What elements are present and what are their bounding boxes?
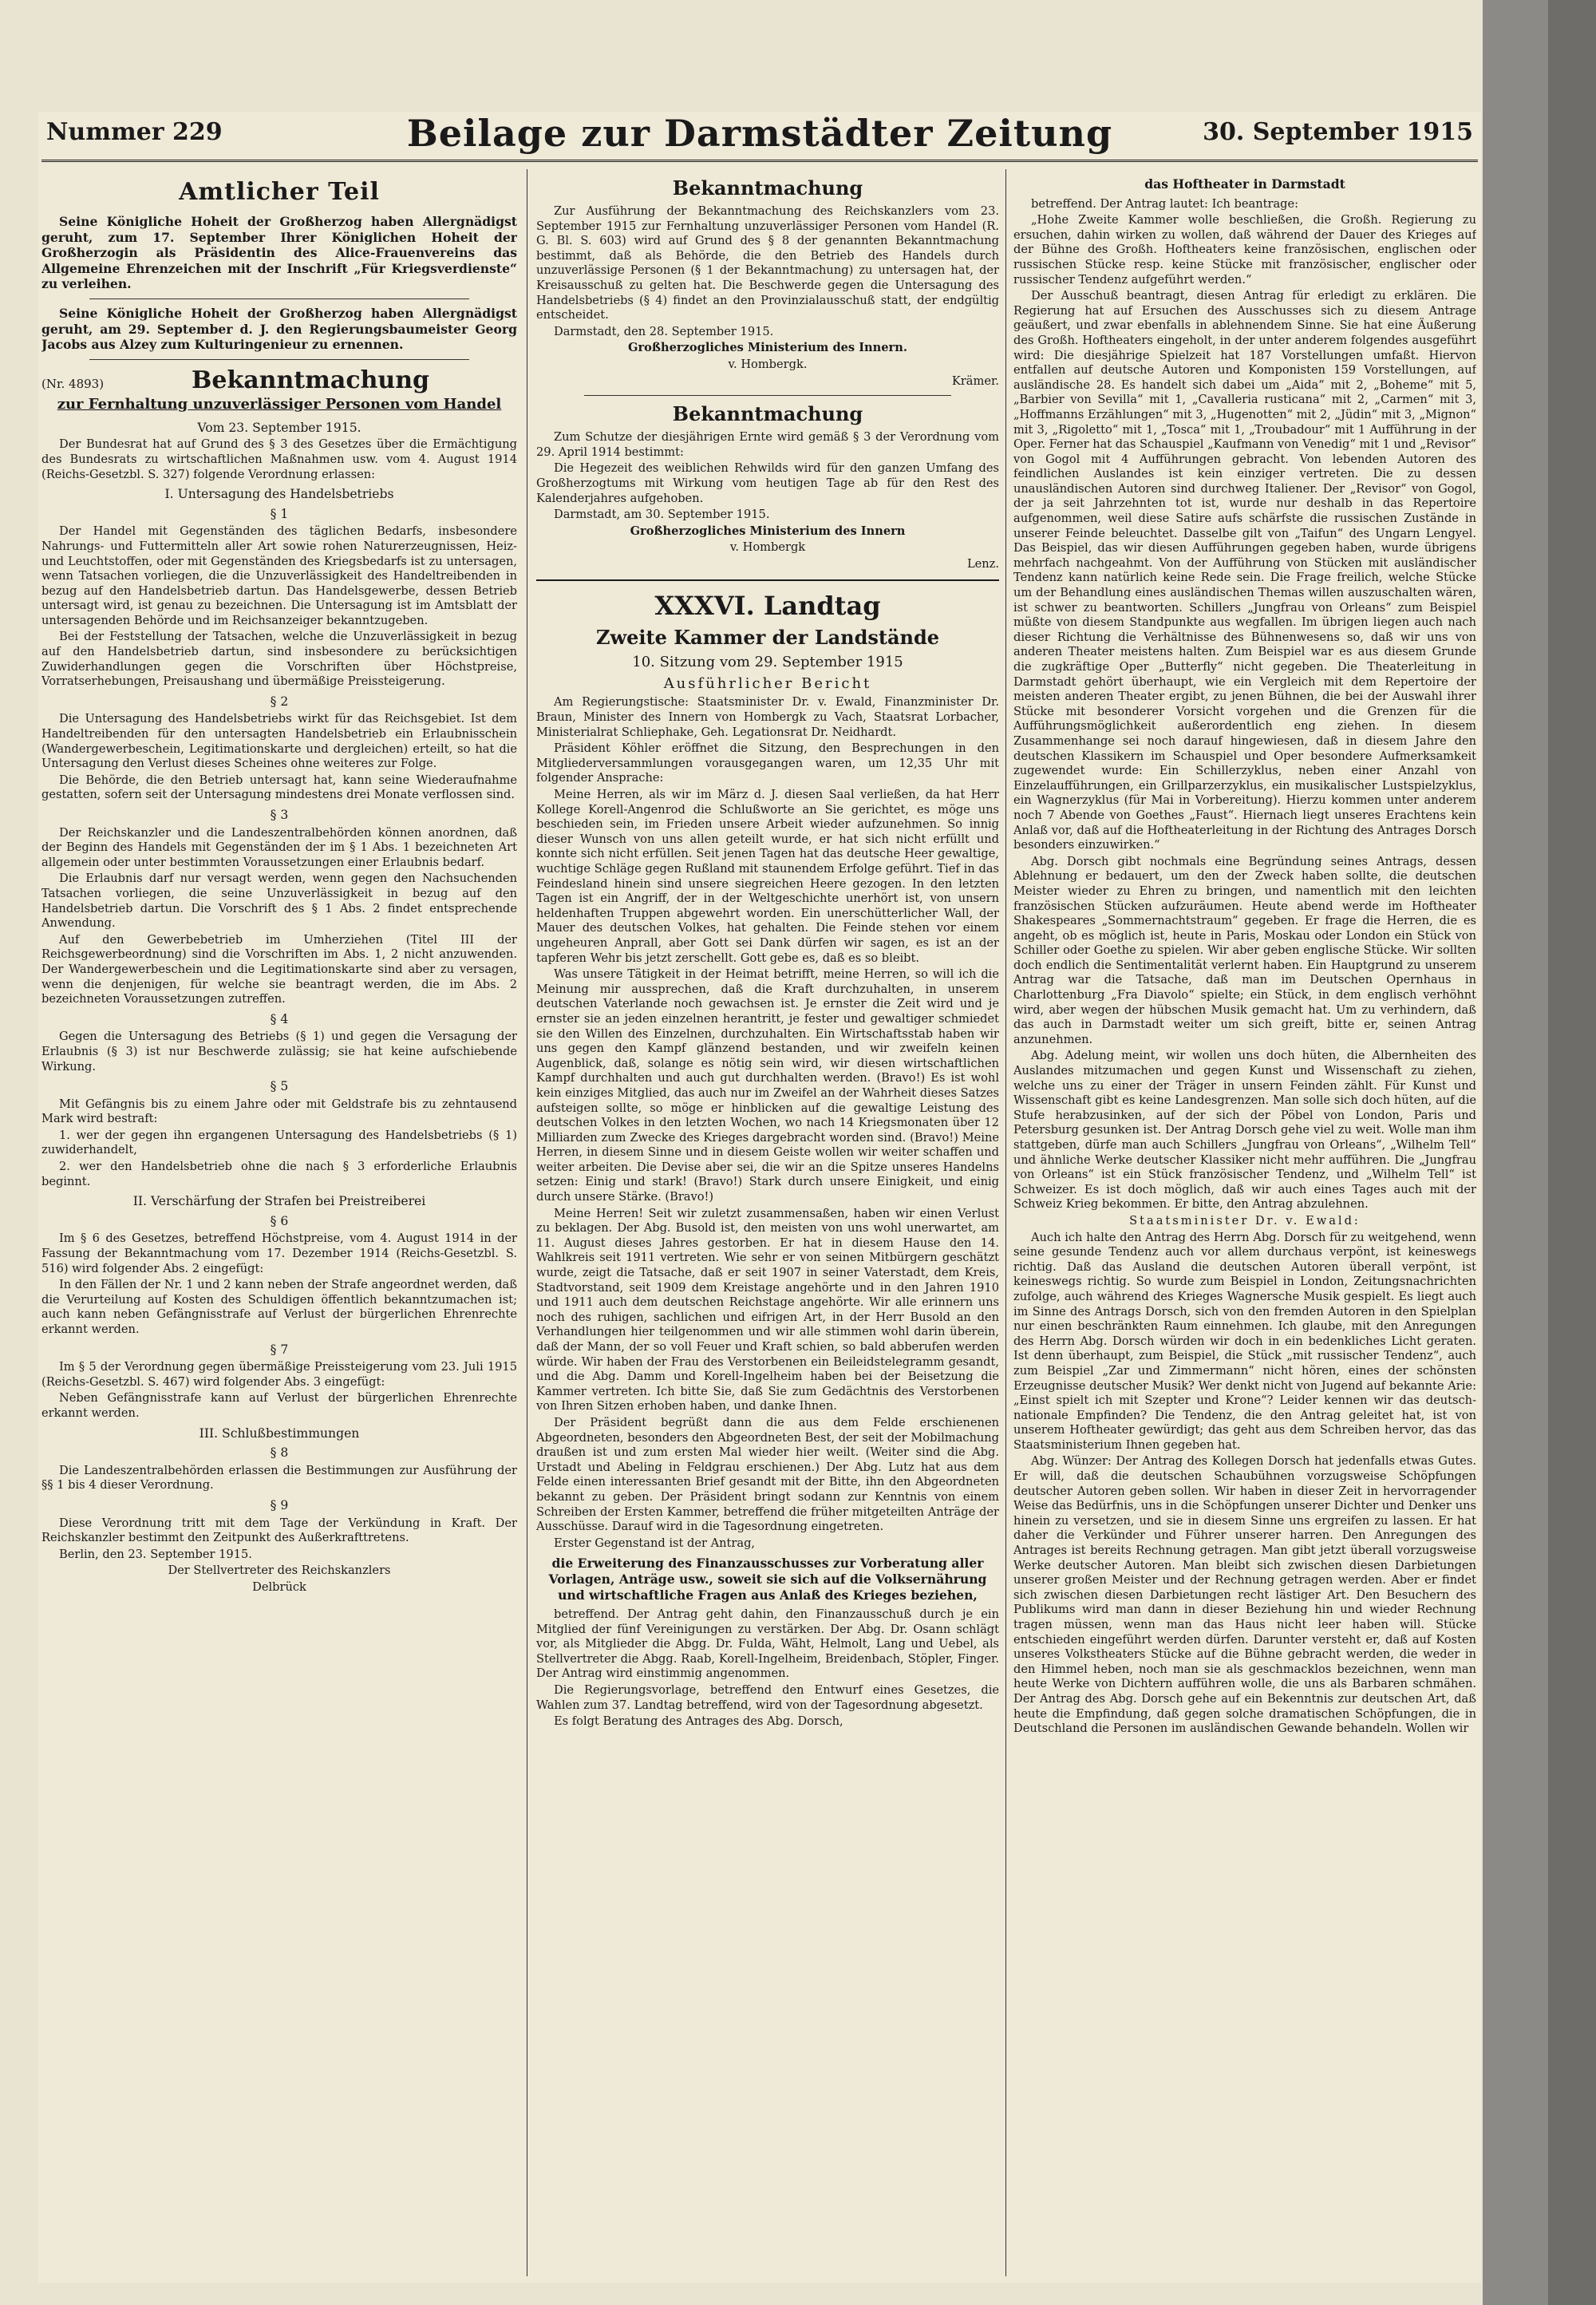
paragraph: „Hohe Zweite Kammer wolle beschließen, die Großh. Regierung zu ersuchen, dahin wirken zu wollen, daß während der Dauer des Krieges auf der Bühne des Großh. Hoftheaters keine französischen, englischen oder russischen Stücke resp. keine Stücke mit französischer, englischer oder russischer Tendenz aufgeführt werden.“ [1013, 213, 1476, 287]
announcement-paragraph: Seine Königliche Hoheit der Großherzog haben Allergnädigst geruht, am 29. September d. J. den Regierungsbaumeister Georg Jacobs aus Alzey zum Kulturingenieur zu ernennen. [41, 305, 517, 353]
column-left [41, 172, 517, 2271]
list-item: 2. wer den Handelsbetrieb ohne die nach § 3 erforderliche Erlaubnis beginnt. [41, 1160, 517, 1188]
paragraph-number: § 8 [270, 1445, 289, 1461]
section-heading: Amtlicher Teil [179, 178, 380, 206]
landtag-title: XXXVI. Landtag [654, 591, 881, 622]
column-right [1013, 172, 1476, 2271]
issue-number: Nummer 229 [46, 118, 223, 146]
paragraph: Abg. Adelung meint, wir wollen uns doch hüten, die Albernheiten des Auslandes mitzumachen und gegen Kunst und Wissenschaft zu ziehen, welche uns zu einer der Träger in unsern Feinden zählt. Für Kunst und Wissenschaft gibt es keine Landesgrenzen. Man solle sich doch hüten, auf die Stufe herabzusinken, auf der sich der Pöbel von London, Paris und Petersburg gesunken ist. Der Antrag Dorsch gehe viel zu weit. Wolle man ihm stattgeben, dürfe man auch Schillers „Jungfrau von Orleans“, „Wilhelm Tell“ und ähnliche Werke deutscher Klassiker nicht mehr aufführen. Die „Jungfrau von Orleans“ ist ein Stück französischer Tendenz, und „Wilhelm Tell“ ist Schweizer. Es ist doch möglich, daß wir auch eines Tages auch mit der Schweiz Krieg bekommen. Er bitte, den Antrag abzulehnen. [1013, 1049, 1476, 1212]
session-line: 10. Sitzung vom 29. September 1915 [632, 654, 903, 671]
paragraph: Die Hegezeit des weiblichen Rehwilds wird für den ganzen Umfang des Großherzogtums mit Wirkung vom heutigen Tage ab für den Rest des Kalenderjahres aufgehoben. [536, 461, 999, 505]
notice-body [536, 430, 999, 571]
paragraph: betreffend. Der Antrag lautet: Ich beantrage: [1031, 196, 1299, 211]
paragraph: Am Regierungstische: Staatsminister Dr. v. Ewald, Finanzminister Dr. Braun, Minister des Innern von Hombergk zu Vach, Staatsrat Lorbacher, Ministerialrat Schliephake, Geh. Legationsrat Dr. Neidhardt. [536, 695, 999, 739]
paragraph: Zum Schutze der diesjährigen Ernte wird gemäß § 3 der Verordnung vom 29. April 1914 bestimmt: [536, 430, 999, 459]
paragraph: Die Untersagung des Handelsbetriebs wirkt für das Reichsgebiet. Ist dem Handeltreibenden für den untersagten Handelsbetrieb ein Erlaubnisschein (Wandergewerbeschein, Legitimationskarte und dergleichen) erteilt, so hat die Untersagung den Verlust dieses Scheines ohne weiteres zur Folge. [41, 712, 517, 771]
paragraph-number: § 9 [270, 1497, 289, 1512]
paragraph: Die Landeszentralbehörden erlassen die Bestimmungen zur Ausführung der §§ 1 bis 4 dieser Verordnung. [41, 1463, 517, 1493]
notice-title: Bekanntmachung [672, 176, 863, 200]
paragraph: Es folgt Beratung des Antrages des Abg. Dorsch, [554, 1714, 843, 1729]
paragraph: Gegen die Untersagung des Betriebs (§ 1) und gegen die Versagung der Erlaubnis (§ 3) ist nur Beschwerde zulässig; sie hat keine aufschiebende Wirkung. [41, 1030, 517, 1073]
paragraph: Die Erlaubnis darf nur versagt werden, wenn gegen den Nachsuchenden Tatsachen vorliegen, die seine Unzuverlässigkeit in bezug auf den Handelsbetrieb dartun. Die Vorschrift des § 1 Abs. 2 findet entsprechende Anwendung. [41, 872, 517, 931]
paragraph-number: § 7 [270, 1342, 289, 1357]
speaker-heading: Staatsminister Dr. v. Ewald: [1129, 1213, 1361, 1228]
notice-header [41, 366, 517, 394]
signatory-title: Der Stellvertreter des Reichskanzlers [168, 1564, 391, 1578]
landtag-subtitle: Zweite Kammer der Landstände [595, 626, 940, 650]
paragraph: Neben Gefängnisstrafe kann auf Verlust der bürgerlichen Ehrenrechte erkannt werden. [41, 1391, 517, 1420]
paragraph-number: § 3 [270, 808, 289, 822]
motion-title: die Erweiterung des Finanzausschusses zur Vorberatung aller Vorlagen, Anträge usw., soweit sie sich auf die Volksernährung und wirtschaftliche Fragen aus Anlaß des Krieges beziehen, [548, 1556, 987, 1603]
announcement-paragraph: Seine Königliche Hoheit der Großherzog haben Allergnädigst geruht, zum 17. September Ihrer Königlichen Hoheit der Großherzogin als Präsidentin des Alice-Frauenvereins das Allgemeine Ehrenzeichen mit der Inschrift „Für Kriegsverdienste“ zu verleihen. [41, 214, 517, 292]
paragraph-number: § 2 [270, 694, 289, 709]
divider [536, 579, 999, 581]
signatory-name: v. Hombergk [729, 540, 806, 555]
signatory-name: v. Hombergk. [728, 357, 808, 371]
paragraph-number: § 6 [270, 1213, 289, 1228]
paragraph: Der Reichskanzler und die Landeszentralbehörden können anordnen, daß der Beginn des Handels mit Gegenständen der im § 1 Abs. 1 bezeichneten Art allgemein oder unter bestimmten Voraussetzungen einer Erlaubnis bedarf. [41, 825, 517, 869]
paragraph: Im § 5 der Verordnung gegen übermäßige Preissteigerung vom 23. Juli 1915 (Reichs-Gesetzbl. S. 467) wird folgender Abs. 3 eingefügt: [41, 1360, 517, 1389]
section-title: I. Untersagung des Handelsbetriebs [164, 487, 394, 502]
paragraph: betreffend. Der Antrag geht dahin, den Finanzausschuß durch je ein Mitglied der fünf Vereinigungen zu verstärken. Der Abg. Dr. Osann schlägt vor, als Mitglieder die Abgg. Dr. Fulda, Wäht, Helmolt, Lang und Uebel, als Stellvertreter die Abgg. Raab, Korell-Ingelheim, Breidenbach, Stöpler, Finger. Der Antrag wird einstimmig angenommen. [536, 1607, 999, 1681]
paragraph: Der Bundesrat hat auf Grund des § 3 des Gesetzes über die Ermächtigung des Bundesrats zu wirtschaftlichen Maßnahmen usw. vom 4. August 1914 (Reichs-Gesetzbl. S. 327) folgende Verordnung erlassen: [41, 437, 517, 481]
column-middle [536, 172, 999, 2271]
paragraph: Abg. Dorsch gibt nochmals eine Begründung seines Antrags, dessen Ablehnung er bedauert, um den der Zweck haben sollte, die deutschen Meister wieder zu Ehren zu bringen, und namentlich mit den leichten französischen Stücken aufzuräumen. Heute abend werde im Hoftheater Shakespeares „Sommernachtstraum“ gegeben. Er frage die Herren, die es angeht, ob es möglich ist, heute in Paris, Moskau oder London ein Stück von Schiller oder Goethe zu spielen. Wir aber geben englische Stücke. Wir sollten doch endlich die Sentimentalität verlernt haben. Ein Hauptgrund zu unserem Antrag war die Tatsache, daß man im Deutschen Opernhaus in Charlottenburg „Fra Diavolo“ spielte; ein Stück, in dem englisch verhöhnt wird, aber wegen der hübschen Musik gemacht hat. Um zu verhindern, daß das auch in Darmstadt weiter um sich greift, bitte er, seinen Antrag anzunehmen. [1013, 854, 1476, 1046]
regulation-body [41, 437, 517, 1595]
paragraph: Die Regierungsvorlage, betreffend den Entwurf eines Gesetzes, die Wahlen zum 37. Landtag betreffend, wird von der Tagesordnung abgesetzt. [536, 1683, 999, 1712]
newspaper-title: Beilage zur Darmstädter Zeitung [406, 112, 1113, 155]
paragraph: In den Fällen der Nr. 1 und 2 kann neben der Strafe angeordnet werden, daß die Verurteilung auf Kosten des Schuldigen öffentlich bekanntzumachen ist; auch kann neben Gefängnisstrafe auf Verlust der bürgerlichen Ehrenrechte erkannt werden. [41, 1278, 517, 1336]
ministry-name: Großherzogliches Ministerium des Innern [630, 524, 906, 538]
section-title: II. Verschärfung der Strafen bei Preistreiberei [132, 1194, 426, 1209]
ministry-name: Großherzogliches Ministerium des Innern. [628, 341, 907, 355]
notice-title: Bekanntmachung [672, 402, 863, 426]
list-item: 1. wer der gegen ihn ergangenen Untersagung des Handelsbetriebs (§ 1) zuwiderhandelt, [41, 1128, 517, 1157]
motion-title: das Hoftheater in Darmstadt [1144, 176, 1345, 192]
divider [584, 395, 951, 396]
paragraph: Präsident Köhler eröffnet die Sitzung, den Besprechungen in den Mitgliederversammlungen vorausgegangen waren, um 12,35 Uhr mit folgender Ansprache: [536, 741, 999, 785]
paragraph: Zur Ausführung der Bekanntmachung des Reichskanzlers vom 23. September 1915 zur Fernhaltung unzuverlässiger Personen vom Handel (R. G. Bl. S. 603) wird auf Grund des § 8 der genannten Bekanntmachung bestimmt, daß als Behörde, die den Betrieb des Handels durch unzuverlässige Personen (§ 1 der Bekanntmachung) zu untersagen hat, der Kreisausschuß zu gelten hat. Die Beschwerde gegen die Untersagung des Handelsbetriebs (§ 4) findet an den Provinzialausschuß statt, der endgültig entscheidet. [536, 204, 999, 322]
paragraph: Bei der Feststellung der Tatsachen, welche die Unzuverlässigkeit in bezug auf den Handelsbetrieb dartun, sind insbesondere zu berücksichtigen Zuwiderhandlungen gegen die Vorschriften über Höchstpreise, Vorratserhebungen, Preisaushang und übermäßige Preissteigerung. [41, 630, 517, 689]
notice-subtitle: zur Fernhaltung unzuverlässiger Personen vom Handel [57, 395, 502, 413]
paragraph: Abg. Wünzer: Der Antrag des Kollegen Dorsch hat jedenfalls etwas Gutes. Er will, daß die deutschen Schaubühnen vorzugsweise Schöpfungen deutscher Autoren geben sollen. Wir haben in dieser Zeit in hervorragender Weise das Bedürfnis, uns in die Schöpfungen unserer Dichter und Denker uns hinein zu versetzen, und sie in diesem Sinne uns ergreifen zu lassen. Er hat daher die Verkünder und Führer unserer harren. Den Anregungen des Antrages ist bereits Rechnung getragen. Man gibt jetzt überall vorzugsweise Werke deutscher Autoren. Man bleibt sich zwischen diesen Darbietungen unserer großen Meister und der Rechnung getragen werden. Aber er findet sich zwischen diesen Darbietungen recht lästiger Art. Den Besuchern des Publikums wird man dann in dieser Beziehung hin und wieder Rechnung tragen müssen, wenn man das Haus nicht leer haben will. Stücke entschieden eingeführt werden dürfen. Darunter versteht er, daß auf Kosten unseres Volkstheaters Stücke auf die Bühne gebracht werden, die weder in den Himmel heben, noch man sie als geschmacklos bezeichnen, wenn man heute Werke von Dichtern aufführen wolle, die uns als Barbaren schmähen. Der Antrag des Abg. Dorsch gehe auf ein Bekenntnis zur deutschen Art, daß heute die Empfindung, daß gegen solche dramatischen Schöpfungen, die in Deutschland die Personen im ausländischen Gewande behandeln. Wollen wir [1013, 1454, 1476, 1736]
column-rule [1005, 169, 1006, 2276]
issue-date: 30. September 1915 [1203, 118, 1473, 146]
notice-body [536, 204, 999, 389]
paragraph-number: § 1 [270, 506, 289, 521]
signatory-name: Lenz. [966, 556, 999, 571]
paragraph: Der Handel mit Gegenständen des täglichen Bedarfs, insbesondere Nahrungs- und Futtermitteln aller Art sowie rohen Naturerzeugnissen, Heiz- und Leuchtstoffen, oder mit Gegenständen des Kriegsbedarfs ist zu untersagen, wenn Tatsachen vorliegen, die die Unzuverlässigkeit des Handeltreibenden in bezug auf den Handelsbetrieb dartun. Das Handelsgewerbe, dessen Betrieb untersagt wird, ist genau zu bezeichnen. Die Untersagung ist im Amtsblatt der untersagenden Behörde und im Reichsanzeiger bekanntzugeben. [41, 524, 517, 627]
paragraph: Erster Gegenstand ist der Antrag, [554, 1536, 756, 1550]
report-label: Ausführlicher Bericht [663, 675, 872, 693]
paragraph: Im § 6 des Gesetzes, betreffend Höchstpreise, vom 4. August 1914 in der Fassung der Bekanntmachung vom 17. Dezember 1914 (Reichs-Gesetzbl. S. 516) wird folgender Abs. 2 eingefügt: [41, 1232, 517, 1275]
masthead [41, 112, 1478, 162]
paragraph: Mit Gefängnis bis zu einem Jahre oder mit Geldstrafe bis zu zehntausend Mark wird bestraft: [41, 1097, 517, 1126]
paragraph: Der Präsident begrüßt dann die aus dem Felde erschienenen Abgeordneten, besonders den Abgeordneten Best, der seit der Mobilmachung draußen ist und zum ersten Mal wieder hier weilt. (Weiter sind die Abg. Urstadt und Abeling in Feldgrau erschienen.) Der Abg. Lutz hat aus dem Felde einen interessanten Brief gesandt mit der Bitte, ihn den Abgeordneten bekannt zu geben. Der Präsident bringt sodann zur Kenntnis von einem Schreiben der Ersten Kammer, betreffend die früher mitgeteilten Anträge der Ausschüsse. Darauf wird in die Tagesordnung eingetreten. [536, 1415, 999, 1534]
paragraph-number: § 4 [270, 1011, 289, 1026]
paragraph: Diese Verordnung tritt mit dem Tage der Verkündung in Kraft. Der Reichskanzler bestimmt den Zeitpunkt des Außerkrafttretens. [41, 1516, 517, 1545]
place-date: Darmstadt, den 28. September 1915. [554, 324, 774, 338]
paragraph: Meine Herren! Seit wir zuletzt zusammensaßen, haben wir einen Verlust zu beklagen. Der Abg. Busold ist, den meisten von uns wohl unerwartet, am 11. August dieses Jahres gestorben. Er hat in diesem Hause den 14. Wahlkreis seit 1911 vertreten. Wie sehr er von seinen Mitbürgern geschätzt wurde, zeigt die Tatsache, daß er seit 1907 in seiner Vaterstadt, dem Kreis, Stadtvorstand, seit 1909 dem Kreistage angehörte und in den Jahren 1910 und 1911 auch dem deutschen Reichstage angehörte. Wir alle erinnern uns noch des ruhigen, sachlichen und eifrigen Art, in der Herr Busold an den Verhandlungen hier teilgenommen und wir alle stimmen wohl darin überein, daß der Mann, der so voll Feuer und Kraft schien, so bald abberufen werden würde. Wir haben der Frau des Verstorbenen ein Beileidstelegramm gesandt, und die Abg. Damm und Korell-Ingelheim haben bei der Beisetzung die Kammer vertreten. Ich bitte Sie, daß Sie zum Gedächtnis des Verstorbenen von Ihren Sitzen erhoben haben, und danke Ihnen. [536, 1206, 999, 1413]
section-title: III. Schlußbestimmungen [199, 1425, 360, 1441]
report-body [1013, 176, 1476, 1737]
paragraph: Auch ich halte den Antrag des Herrn Abg. Dorsch für zu weitgehend, wenn seine gesunde Tendenz auch vor allem durchaus verpönt, ist keineswegs richtig. Daß das Ausland die deutschen Autoren überall verpönt, ist keineswegs richtig. So wurde zum Beispiel in London, Zeitungsnachrichten zufolge, auch während des Krieges Wagnersche Musik gespielt. Es liegt auch im Sinne des Antrags Dorsch, sich von den fremden Autoren in den Spielplan nur einen beschränkten Raum einnehmen. Ich glaube, mit den Anregungen des Herrn Abg. Dorsch würden wir doch in ein bedenkliches Licht geraten. Ist denn überhaupt, zum Beispiel, die Stück „mit russischer Tendenz“, auch zum Beispiel „Zar und Zimmermann“ nicht hören, eines der schönsten Erzeugnisse deutscher Musik? Wer denkt nicht von Jugend auf bekannte Arie: „Einst spielt ich mit Szepter und Krone“? Leider kennen wir das deutsch-nationale Empfinden? Die Tendenz, die den Antrag geleitet hat, ist von unserem Hoftheater gewürdigt; das geht aus dem Schreiben hervor, das das Staatsministerium Ihnen gegeben hat. [1013, 1230, 1476, 1452]
paragraph-number: § 5 [270, 1079, 289, 1094]
paragraph: Meine Herren, als wir im März d. J. diesen Saal verließen, da hat Herr Kollege Korell-Angenrod die Schlußworte an Sie gerichtet, es möge uns beschieden sein, im Frieden unsere Arbeit wieder aufzunehmen. So innig dieser Wunsch von uns allen geteilt wurde, er hat sich nicht erfüllt und konnte sich nicht erfüllen. Seit jenen Tagen hat das deutsche Heer gewaltige, wuchtige Schläge gegen Rußland mit staunendem Erfolge geführt. Tief in das Feindesland hinein sind unsere siegreichen Heere gezogen. In den letzten Tagen ist ein Angriff, der in der Weltgeschichte unerhört ist, von unsern heldenhaften Truppen abgewehrt worden. Ein unerschütterlicher Wall, der Mauer des deutschen Volkes, hat gehalten. Die Feinde stehen vor einem ungeheuren Anprall, aber Gott sei Dank dürfen wir sagen, es ist an der tapferen Wehr bis jetzt zerschellt. Gott gebe es, daß es so bleibt. [536, 788, 999, 965]
paragraph: Die Behörde, die den Betrieb untersagt hat, kann seine Wiederaufnahme gestatten, sofern seit der Untersagung mindestens drei Monate verflossen sind. [41, 773, 517, 802]
signatory-name: Delbrück [252, 1579, 306, 1594]
paragraph: Der Ausschuß beantragt, diesen Antrag für erledigt zu erklären. Die Regierung hat auf Ersuchen des Ausschusses sich zu diesem Antrage geäußert, und zwar ebenfalls in ablehnendem Sinne. Sie hat eine Äußerung des Großh. Hoftheaters eingeholt, in der unter anderem folgendes ausgeführt wird: Die diesjährige Spielzeit hat 187 Vorstellungen umfaßt. Hiervon entfallen auf deutsche Autoren und Komponisten 159 Vorstellungen, auf ausländische 28. Es handelt sich dabei um „Aida“ mit 2, „Boheme“ mit 5, „Barbier von Sevilla“ mit 1, „Cavalleria rusticana“ mit 2, „Carmen“ mit 3, „Hoffmanns Erzählungen“ mit 3, „Hugenotten“ mit 2, „Jüdin“ mit 3, „Mignon“ mit 3, „Rigoletto“ mit 1, „Tosca“ mit 1, „Troubadour“ mit 1 Aufführung in der Oper. Ferner hat das Schauspiel „Kaufmann von Venedig“ mit 1 und „Revisor“ von Gogol mit 4 Aufführungen gebracht. Von lebenden Autoren des feindlichen Auslandes ist kein einziger vertreten. Die zu dessen unausländischen Autoren sind durchweg Italiener. Der „Revisor“ von Gogol, der ja seit Jahrzehnten tot ist, wurde nur deshalb in das Repertoire aufgenommen, weil diese Satire aufs schärfste die russischen Zustände in unserer Feinde beleuchtet. Dasselbe gilt von „Taifun“ des Ungarn Lengyel. Das Beispiel, das wir diesen Aufführungen gegeben haben, wurde übrigens mehrfach nachgeahmt. Von der Aufführung von Stücken mit ausländischer Tendenz kann natürlich keine Rede sein. Die Frage freilich, welche Stücke um der Behandlung eines ausländischen Themas willen auszuschalten wären, ist schwer zu beantworten. Schillers „Jungfrau von Orleans“ zum Beispiel müßte von diesem Standpunkte aus wegfallen. Im übrigen liegen auch nach dieser Richtung die Verhältnisse des Bühnenwesens so, daß wir uns von anderen Theater meistens halten. Zum Beispiel war es aus diesem Grunde die zugkräftige Oper „Butterfly“ nicht gegeben. Die Theaterleitung in Darmstadt gehört überhaupt, wie ein Vergleich mit dem Repertoire der meisten anderen Theater ergibt, zu jenen Bühnen, die bei der Auswahl ihrer Stücke mit besonderer Vorsicht vorgehen und die Grenzen für die Aufführungsmöglichkeit außerordentlich eng ziehen. In diesem Zusammenhange sei noch darauf hingewiesen, daß in diesem Jahre den deutschen Klassikern im Schauspiel und Oper besondere Aufmerksamkeit zugewendet wurde: Ein Schillerzyklus, neben einer Anzahl von Einzelaufführungen, ein Grillparzerzyklus, ein musikalischer Lustspielzyklus, ein Wagnerzyklus (für Mai in Vorbereitung). Hierzu kommen unter anderem noch 7 Abende von Goethes „Faust“. Hiernach liegt unseres Erachtens kein Anlaß vor, daß auf die Hoftheaterleitung in der Richtung des Antrages Dorsch besonders einzuwirken.“ [1013, 289, 1476, 852]
divider [89, 359, 469, 360]
notice-date: Vom 23. September 1915. [197, 420, 361, 435]
scan-edge-dark [1548, 0, 1596, 2305]
place-date: Darmstadt, am 30. September 1915. [554, 508, 770, 522]
paragraph: Was unsere Tätigkeit in der Heimat betrifft, meine Herren, so will ich die Meinung mir aussprechen, daß die Kraft durchzuhalten, in unserem deutschen Vaterlande noch gewachsen ist. Je ernster die Zeit wird und je ernster sie an jeden einzelnen herantritt, je fester und gewaltiger schmiedet sie den Willen des Einzelnen, durchzuhalten. Ein Wirtschaftsstab haben wir uns gegen den Kampf glänzend bestanden, und wir zweifeln keinen Augenblick, daß, solange es nötig sein wird, wir diesen wirtschaftlichen Kampf durchhalten und auch gut durchhalten werden. (Bravo!) Es ist wohl kein einziges Mitglied, das auch nur im Zweifel an der Wahrheit dieses Satzes aufsteigen sollte, so möge er hinblicken auf die gewaltige Leistung des deutschen Volkes in den letzten Wochen, wo nach 14 Kriegsmonaten über 12 Milliarden zum Zwecke des Krieges dargebracht worden sind. (Bravo!) Meine Herren, in diesem Sinne und in diesem Geiste wollen wir weiter schaffen und weiter arbeiten. Die Devise aber sei, die wir an die Spitze unseres Handelns setzen: Einig und stark! (Bravo!) Stark durch unsere Einigkeit, und einig durch unsere Stärke. (Bravo!) [536, 967, 999, 1204]
notice-number: (Nr. 4893) [41, 376, 105, 391]
notice-title: Bekanntmachung [192, 366, 430, 394]
paragraph: Auf den Gewerbebetrieb im Umherziehen (Titel III der Reichsgewerbeordnung) sind die Vorschriften im Abs. 1, 2 nicht anzuwenden. Der Wandergewerbeschein und die Legitimationskarte sind aber zu versagen, wenn die denjenigen, für welche sie beantragt werden, die im Abs. 2 bezeichneten Voraussetzungen zutreffen. [41, 932, 517, 1006]
signatory-name: Krämer. [951, 374, 999, 388]
place-date: Berlin, den 23. September 1915. [59, 1547, 252, 1561]
report-body [536, 695, 999, 1729]
